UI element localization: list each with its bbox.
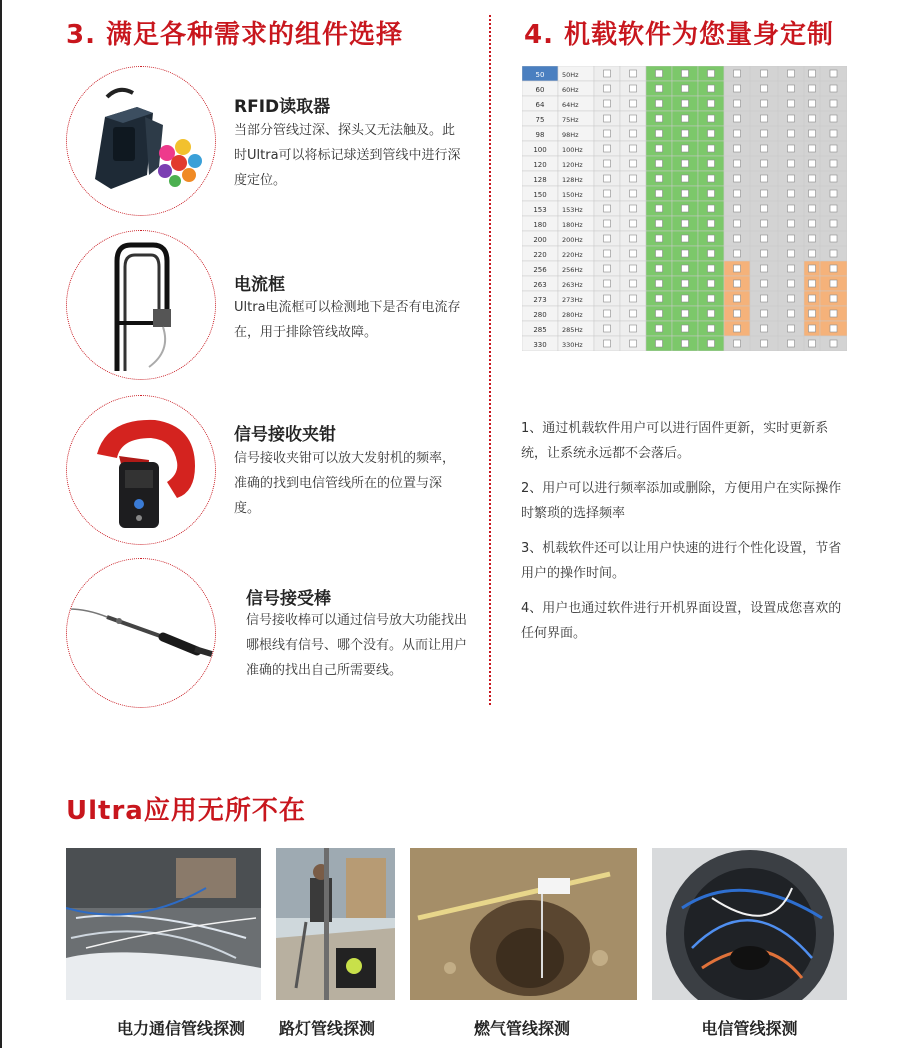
software-section-title: 4. 机载软件为您量身定制 [524,20,835,50]
checkbox[interactable] [788,85,795,92]
signal-clamp-description: 信号接收夹钳可以放大发射机的频率，准确的找到电信管线所在的位置与深度。 [234,451,456,516]
checkbox[interactable] [604,160,611,167]
freq-label: 128Hz [562,176,583,184]
checkbox[interactable] [830,280,837,287]
checkbox[interactable] [630,235,637,242]
checkbox[interactable] [604,310,611,317]
checkbox[interactable] [761,235,768,242]
checkbox[interactable] [682,130,689,137]
checkbox[interactable] [656,235,663,242]
signal-rod-description: 信号接收棒可以通过信号放大功能找出哪根线有信号、哪个没有。从而让用户准确的找出自己所需要线。 [246,613,468,678]
freq-label: 75Hz [562,116,579,124]
checkbox[interactable] [830,160,837,167]
telecom-manhole-photo [652,848,847,1000]
checkbox[interactable] [630,220,637,227]
signal-rod-title: 信号接受棒 [246,589,331,609]
checkbox[interactable] [604,100,611,107]
checkbox[interactable] [630,160,637,167]
checkbox[interactable] [656,70,663,77]
components-section-title: 3. 满足各种需求的组件选择 [66,20,404,50]
checkbox[interactable] [809,250,816,257]
checkbox[interactable] [788,160,795,167]
streetlight-survey-photo [276,848,395,1000]
checkbox[interactable] [761,175,768,182]
checkbox[interactable] [788,175,795,182]
freq-label: 100Hz [562,146,583,154]
checkbox[interactable] [708,235,715,242]
checkbox[interactable] [604,145,611,152]
checkbox[interactable] [788,100,795,107]
checkbox[interactable] [761,205,768,212]
software-feature-list [521,416,851,656]
checkbox[interactable] [830,340,837,347]
checkbox[interactable] [708,265,715,272]
checkbox[interactable] [788,340,795,347]
checkbox[interactable] [734,205,741,212]
checkbox[interactable] [604,190,611,197]
freq-label: 280Hz [562,311,583,319]
checkbox[interactable] [734,85,741,92]
checkbox[interactable] [604,250,611,257]
checkbox[interactable] [830,130,837,137]
checkbox[interactable] [761,70,768,77]
checkbox[interactable] [830,250,837,257]
power-cable-pit-photo [66,848,261,1000]
checkbox[interactable] [604,70,611,77]
checkbox[interactable] [830,295,837,302]
column-divider [489,15,491,705]
freq-value: 285 [533,326,547,334]
checkbox[interactable] [830,325,837,332]
checkbox[interactable] [830,220,837,227]
checkbox[interactable] [734,340,741,347]
current-frame-photo [66,230,216,380]
checkbox[interactable] [830,100,837,107]
checkbox[interactable] [809,340,816,347]
freq-label: 120Hz [562,161,583,169]
checkbox[interactable] [708,220,715,227]
checkbox[interactable] [656,265,663,272]
checkbox[interactable] [708,205,715,212]
freq-value: 330 [533,341,547,349]
checkbox[interactable] [682,175,689,182]
telecom-caption: 电信管线探测 [701,1019,798,1038]
checkbox[interactable] [604,175,611,182]
checkbox[interactable] [630,115,637,122]
checkbox[interactable] [809,85,816,92]
checkbox[interactable] [682,85,689,92]
checkbox[interactable] [788,250,795,257]
checkbox[interactable] [630,310,637,317]
checkbox[interactable] [604,205,611,212]
checkbox[interactable] [630,100,637,107]
checkbox[interactable] [656,130,663,137]
checkbox[interactable] [830,145,837,152]
checkbox[interactable] [630,295,637,302]
checkbox[interactable] [630,340,637,347]
checkbox[interactable] [761,130,768,137]
freq-label: 98Hz [562,131,579,139]
checkbox[interactable] [682,340,689,347]
freq-label: 273Hz [562,296,583,304]
checkbox[interactable] [761,160,768,167]
checkbox[interactable] [734,190,741,197]
checkbox[interactable] [830,70,837,77]
checkbox[interactable] [788,235,795,242]
checkbox[interactable] [656,145,663,152]
checkbox[interactable] [830,235,837,242]
checkbox[interactable] [734,100,741,107]
checkbox[interactable] [830,85,837,92]
checkbox[interactable] [734,130,741,137]
checkbox[interactable] [761,145,768,152]
current-frame-description: Ultra电流框可以检测地下是否有电流存在，用于排除管线故障。 [234,300,461,340]
freq-value: 98 [535,131,545,139]
checkbox[interactable] [604,295,611,302]
frequency-table [522,66,847,351]
checkbox[interactable] [604,235,611,242]
checkbox[interactable] [708,100,715,107]
software-feature-item: 2、用户可以进行频率添加或删除，方便用户在实际操作时繁琐的选择频率 [521,481,842,521]
checkbox[interactable] [734,160,741,167]
power-cable-caption: 电力通信管线探测 [116,1019,245,1038]
checkbox[interactable] [788,220,795,227]
checkbox[interactable] [604,115,611,122]
checkbox[interactable] [604,325,611,332]
checkbox[interactable] [734,175,741,182]
checkbox[interactable] [809,70,816,77]
checkbox[interactable] [708,280,715,287]
freq-value: 64 [535,101,545,109]
checkbox[interactable] [708,295,715,302]
checkbox[interactable] [734,70,741,77]
freq-value: 273 [533,296,547,304]
checkbox[interactable] [830,190,837,197]
checkbox[interactable] [761,250,768,257]
checkbox[interactable] [656,220,663,227]
checkbox[interactable] [788,190,795,197]
checkbox[interactable] [604,265,611,272]
signal-rod-photo [66,558,216,708]
checkbox[interactable] [682,280,689,287]
checkbox[interactable] [630,325,637,332]
applications-section-title: Ultra应用无所不在 [66,796,306,826]
checkbox[interactable] [656,175,663,182]
freq-label: 153Hz [562,206,583,214]
checkbox[interactable] [809,280,816,287]
checkbox[interactable] [682,310,689,317]
checkbox[interactable] [682,70,689,77]
freq-value: 50 [535,71,545,79]
checkbox[interactable] [630,190,637,197]
checkbox[interactable] [656,205,663,212]
checkbox[interactable] [708,175,715,182]
gas-pipe-caption: 燃气管线探测 [473,1019,570,1038]
checkbox[interactable] [656,295,663,302]
checkbox[interactable] [734,145,741,152]
checkbox[interactable] [604,280,611,287]
checkbox[interactable] [761,220,768,227]
freq-value: 120 [533,161,547,169]
freq-value: 150 [533,191,547,199]
checkbox[interactable] [630,130,637,137]
checkbox[interactable] [809,295,816,302]
checkbox[interactable] [708,310,715,317]
checkbox[interactable] [734,280,741,287]
checkbox[interactable] [708,160,715,167]
checkbox[interactable] [788,295,795,302]
checkbox[interactable] [809,115,816,122]
checkbox[interactable] [734,325,741,332]
signal-clamp-photo [66,395,216,545]
checkbox[interactable] [630,205,637,212]
checkbox[interactable] [656,190,663,197]
freq-value: 256 [533,266,547,274]
checkbox[interactable] [809,310,816,317]
checkbox[interactable] [630,265,637,272]
freq-label: 150Hz [562,191,583,199]
freq-value: 153 [533,206,547,214]
checkbox[interactable] [830,205,837,212]
checkbox[interactable] [761,325,768,332]
checkbox[interactable] [708,325,715,332]
freq-value: 128 [533,176,547,184]
checkbox[interactable] [656,160,663,167]
checkbox[interactable] [809,175,816,182]
checkbox[interactable] [761,280,768,287]
checkbox[interactable] [809,235,816,242]
freq-label: 220Hz [562,251,583,259]
checkbox[interactable] [788,145,795,152]
freq-label: 50Hz [562,71,579,79]
checkbox[interactable] [630,85,637,92]
gas-pipe-hole-photo [410,848,637,1000]
checkbox[interactable] [682,145,689,152]
checkbox[interactable] [788,265,795,272]
checkbox[interactable] [682,325,689,332]
checkbox[interactable] [809,160,816,167]
checkbox[interactable] [761,115,768,122]
checkbox[interactable] [708,85,715,92]
checkbox[interactable] [682,190,689,197]
frequency-table-screenshot [522,66,847,351]
freq-label: 330Hz [562,341,583,349]
checkbox[interactable] [734,220,741,227]
checkbox[interactable] [761,295,768,302]
checkbox[interactable] [809,100,816,107]
checkbox[interactable] [734,265,741,272]
checkbox[interactable] [761,310,768,317]
checkbox[interactable] [656,115,663,122]
freq-label: 64Hz [562,101,579,109]
current-frame-title: 电流框 [234,275,285,295]
checkbox[interactable] [761,340,768,347]
checkbox[interactable] [788,205,795,212]
checkbox[interactable] [682,235,689,242]
checkbox[interactable] [604,340,611,347]
checkbox[interactable] [708,115,715,122]
checkbox[interactable] [630,250,637,257]
left-edge-rule [0,0,2,1048]
checkbox[interactable] [809,145,816,152]
checkbox[interactable] [682,265,689,272]
checkbox[interactable] [656,85,663,92]
checkbox[interactable] [734,310,741,317]
checkbox[interactable] [708,190,715,197]
software-feature-item: 4、用户也通过软件进行开机界面设置，设置成您喜欢的任何界面。 [521,601,842,641]
checkbox[interactable] [788,325,795,332]
freq-label: 60Hz [562,86,579,94]
checkbox[interactable] [630,280,637,287]
checkbox[interactable] [830,115,837,122]
software-feature-item: 1、通过机载软件用户可以进行固件更新，实时更新系统，让系统永远都不会落后。 [521,421,829,461]
rfid-reader-description: 当部分管线过深、探头又无法触及。此时Ultra可以将标记球送到管线中进行深度定位。 [234,123,461,188]
checkbox[interactable] [656,325,663,332]
freq-label: 285Hz [562,326,583,334]
checkbox[interactable] [682,100,689,107]
checkbox[interactable] [708,340,715,347]
checkbox[interactable] [656,310,663,317]
checkbox[interactable] [734,295,741,302]
checkbox[interactable] [761,190,768,197]
freq-value: 100 [533,146,547,154]
checkbox[interactable] [761,85,768,92]
checkbox[interactable] [630,70,637,77]
checkbox[interactable] [682,250,689,257]
checkbox[interactable] [809,130,816,137]
freq-value: 280 [533,311,547,319]
freq-value: 180 [533,221,547,229]
freq-value: 75 [535,116,545,124]
checkbox[interactable] [630,145,637,152]
checkbox[interactable] [788,70,795,77]
freq-label: 256Hz [562,266,583,274]
freq-label: 263Hz [562,281,583,289]
checkbox[interactable] [788,310,795,317]
checkbox[interactable] [630,175,637,182]
checkbox[interactable] [708,130,715,137]
checkbox[interactable] [761,100,768,107]
freq-label: 200Hz [562,236,583,244]
checkbox[interactable] [682,220,689,227]
checkbox[interactable] [708,250,715,257]
checkbox[interactable] [830,175,837,182]
rfid-reader-title: RFID读取器 [234,97,331,117]
checkbox[interactable] [656,340,663,347]
checkbox[interactable] [830,265,837,272]
checkbox[interactable] [682,205,689,212]
checkbox[interactable] [604,220,611,227]
freq-value: 60 [535,86,545,94]
checkbox[interactable] [682,160,689,167]
freq-value: 263 [533,281,547,289]
checkbox[interactable] [682,115,689,122]
checkbox[interactable] [656,100,663,107]
streetlight-caption: 路灯管线探测 [278,1019,375,1038]
checkbox[interactable] [708,70,715,77]
checkbox[interactable] [788,115,795,122]
freq-value: 200 [533,236,547,244]
checkbox[interactable] [830,310,837,317]
freq-label: 180Hz [562,221,583,229]
checkbox[interactable] [708,145,715,152]
checkbox[interactable] [656,250,663,257]
checkbox[interactable] [656,280,663,287]
checkbox[interactable] [734,235,741,242]
checkbox[interactable] [788,130,795,137]
checkbox[interactable] [682,295,689,302]
checkbox[interactable] [761,265,768,272]
signal-clamp-title: 信号接收夹钳 [234,425,336,445]
software-feature-item: 3、机载软件还可以让用户快速的进行个性化设置，节省用户的操作时间。 [521,541,842,581]
freq-value: 220 [533,251,547,259]
checkbox[interactable] [809,190,816,197]
checkbox[interactable] [809,220,816,227]
checkbox[interactable] [809,205,816,212]
rfid-reader-photo [66,66,216,216]
checkbox[interactable] [604,130,611,137]
checkbox[interactable] [604,85,611,92]
checkbox[interactable] [809,265,816,272]
checkbox[interactable] [788,280,795,287]
checkbox[interactable] [734,115,741,122]
checkbox[interactable] [734,250,741,257]
checkbox[interactable] [809,325,816,332]
